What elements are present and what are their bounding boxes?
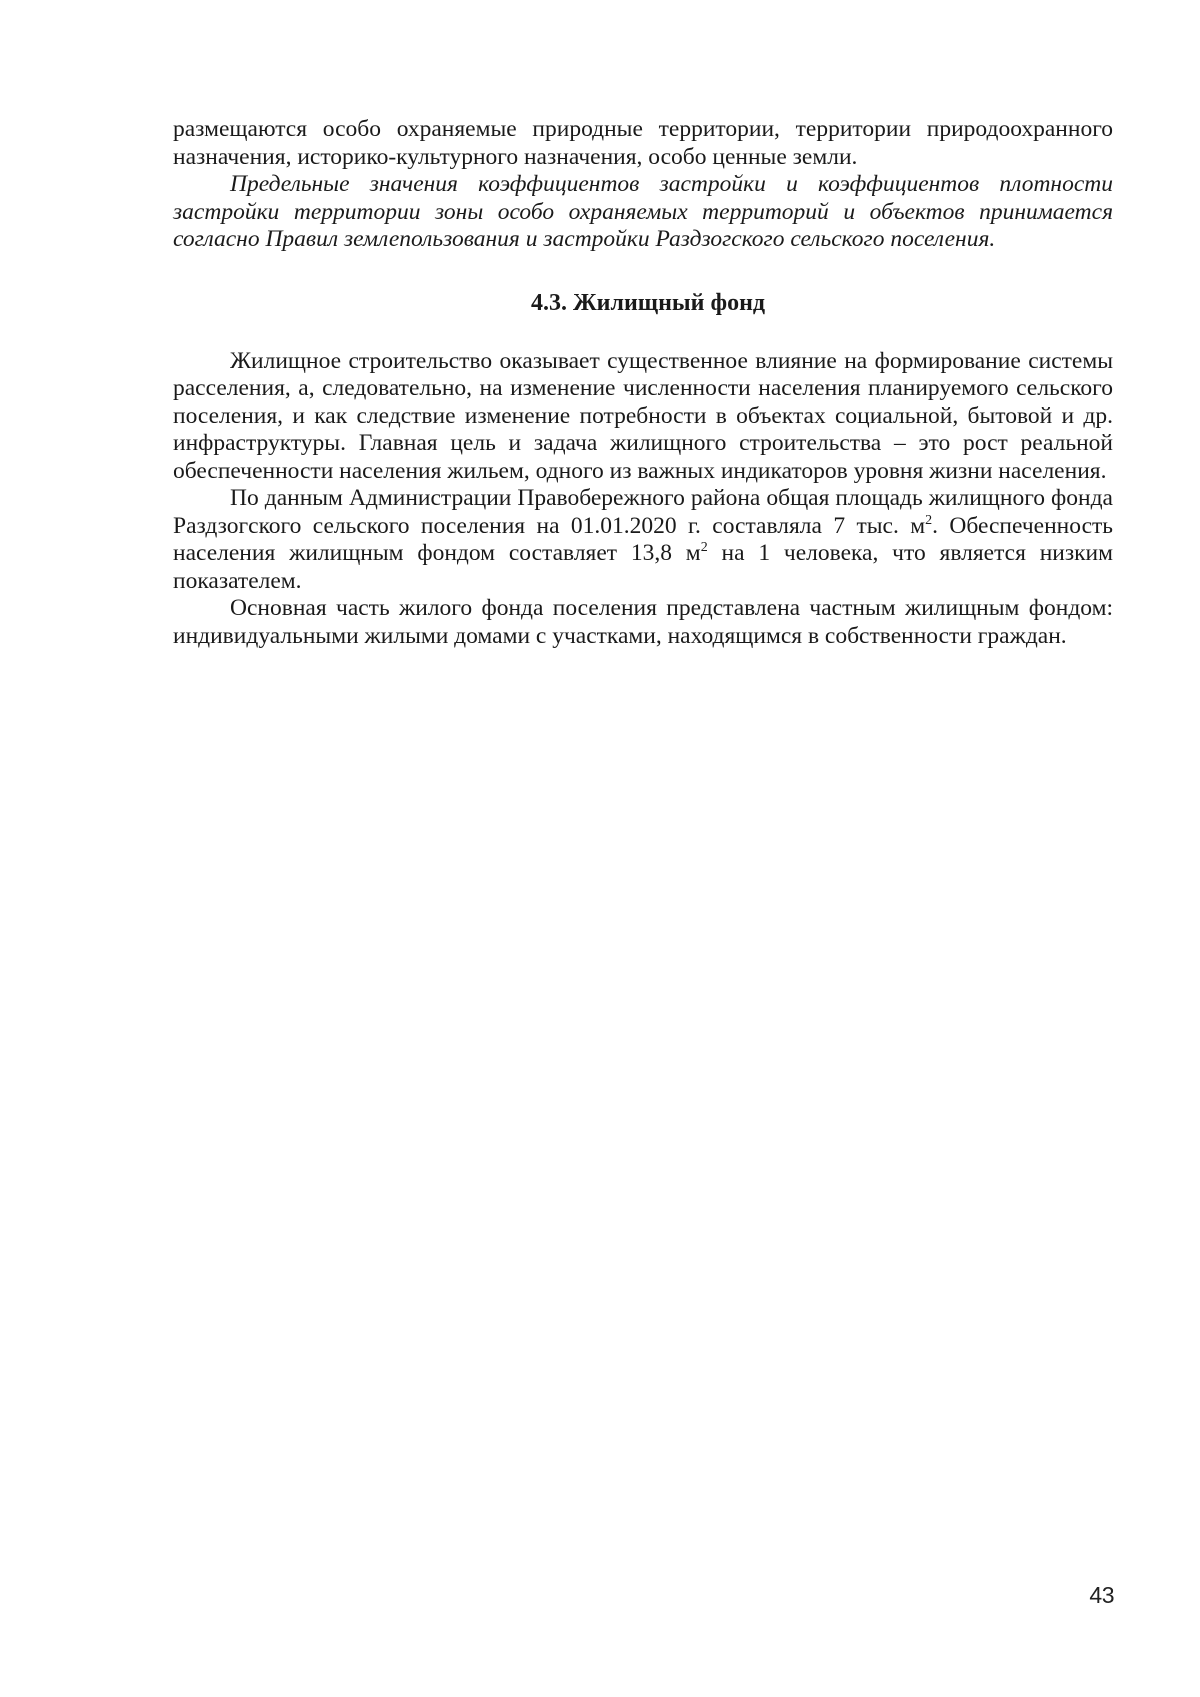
section-heading: 4.3. Жилищный фонд (530, 289, 766, 316)
housing-paragraph-2 (173, 485, 1113, 595)
italic-paragraph: Предельные значения коэффициентов застройки и коэффициентов плотности застройки территории зоны особо охраняемых территорий и объектов принимается согласно Правил землепользования и застройки Раздзогского сельского поселения. (173, 171, 1113, 252)
housing-paragraph-3: Основная часть жилого фонда поселения представлена частным жилищным фондом: индивидуальными жилыми домами с участками, находящимся в собственности граждан. (173, 595, 1113, 649)
housing-paragraph-1: Жилищное строительство оказывает существенное влияние на формирование системы расселения, а, следовательно, на изменение численности населения планируемого сельского поселения, и как следствие изменение потребности в объектах социальной, бытовой и др. инфраструктуры. Главная цель и задача жилищного строительства – это рост реальной обеспеченности населения жильем, одного из важных индикаторов уровня жизни населения. (173, 347, 1113, 484)
paragraph-2-part-1: По данным Администрации Правобережного района общая площадь жилищного фонда Раздзогского сельского поселения на 01.01.2020 г. составляла 7 тыс. м (173, 485, 1113, 539)
intro-paragraph: размещаются особо охраняемые природные территории, территории природоохранного назначения, историко-культурного назначения, особо ценные земли. (173, 116, 1113, 170)
page-number: 43 (1089, 1582, 1114, 1608)
superscript-2: 2 (700, 540, 708, 556)
superscript-2: 2 (925, 512, 933, 528)
paragraph-2-part-2: . Обеспеченность населения жилищным фондом составляет 13,8 м (173, 512, 1113, 566)
page-content (173, 116, 1113, 650)
paragraph-2-part-3: на 1 человека, что является низким показателем. (173, 540, 1113, 594)
